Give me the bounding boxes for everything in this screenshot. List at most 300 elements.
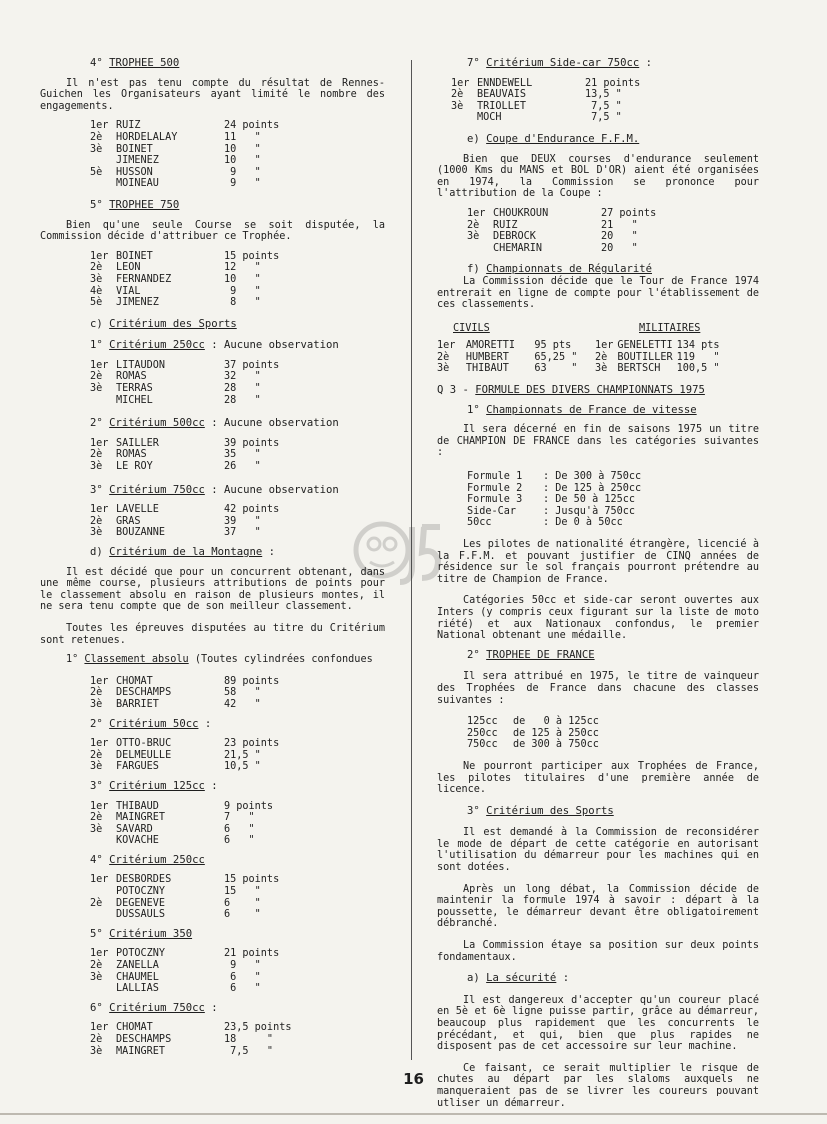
result-rank: 2è bbox=[90, 1034, 103, 1045]
result-pts: 9 points bbox=[224, 800, 274, 812]
cell-pts: 134 pts bbox=[676, 340, 720, 352]
tfrance-text2: Ne pourront participer aux Trophées de France, les pilotes titulaires d'une première année de licence. bbox=[437, 760, 759, 796]
result-rank: 3è bbox=[90, 273, 103, 285]
item-value: de 300 à 750cc bbox=[513, 739, 599, 751]
result-name: MAINGRET bbox=[116, 1045, 166, 1057]
result-name: LAVELLE bbox=[116, 504, 159, 516]
cell-rank: 2è bbox=[437, 351, 450, 363]
result-row bbox=[90, 824, 385, 836]
result-rank: 3è bbox=[90, 383, 103, 395]
result-pts: 6 " bbox=[224, 835, 255, 847]
result-pts: 11 " bbox=[224, 131, 261, 143]
list-item bbox=[467, 728, 759, 740]
result-row bbox=[90, 286, 385, 298]
result-row bbox=[90, 155, 385, 167]
c250-heading: 1° Critérium 250cc : Aucune observation bbox=[90, 339, 339, 352]
trophee500-text: Il n'est pas tenu compte du résultat de Rennes-Guichen les Organisateurs ayant limité le nombre des engagements. bbox=[40, 77, 385, 112]
cell-rank: 3è bbox=[437, 363, 450, 375]
result-row bbox=[451, 89, 759, 101]
regularite-labels bbox=[437, 323, 759, 335]
result-row bbox=[90, 761, 385, 773]
result-name: LITAUDON bbox=[116, 359, 166, 371]
trophee750-heading: 5° TROPHEE 750 bbox=[90, 198, 180, 211]
csports-text3: La Commission étaye sa position sur deux points fondamentaux. bbox=[437, 940, 759, 963]
result-pts: 21,5 " bbox=[224, 749, 261, 761]
result-row bbox=[90, 983, 385, 995]
result-row bbox=[90, 812, 385, 824]
result-pts: 89 points bbox=[224, 675, 280, 687]
result-row bbox=[467, 208, 759, 220]
result-rank: 2è bbox=[451, 89, 464, 101]
result-name: MICHEL bbox=[116, 394, 153, 406]
item-value: : De 0 à 50cc bbox=[543, 517, 623, 529]
result-pts: 23,5 points bbox=[224, 1022, 292, 1034]
result-pts: 13,5 " bbox=[585, 89, 622, 101]
csports-heading: 3° Critérium des Sports bbox=[467, 804, 614, 817]
cell-pts: 65,25 " bbox=[534, 351, 578, 363]
result-rank bbox=[467, 243, 493, 255]
result-rank: 2è bbox=[90, 371, 103, 383]
result-name: MOINEAU bbox=[116, 178, 159, 190]
result-row bbox=[90, 750, 385, 762]
result-name: MAINGRET bbox=[116, 812, 166, 824]
absolu-heading: 1° Classement absolu (Toutes cylindrées confondues bbox=[66, 654, 373, 666]
sidecar-heading: 7° Critérium Side-car 750cc : bbox=[467, 57, 652, 69]
result-rank: 5è bbox=[90, 166, 103, 178]
result-rank: 1er bbox=[90, 738, 109, 750]
result-name: DELMEULLE bbox=[116, 749, 172, 761]
result-name: ROMAS bbox=[116, 449, 147, 461]
m750-results bbox=[40, 1022, 385, 1057]
cell-rank: 1er bbox=[437, 340, 456, 352]
montagne-text1: Il est décidé que pour un concurrent obtenant, dans une même course, plusieurs attributions de points pour le classement absolu en raison de plusieurs montes, il ne sera tenu compte que de son meilleur classement. bbox=[40, 566, 385, 613]
result-name: DUSSAULS bbox=[116, 909, 166, 921]
item-value: : De 300 à 750cc bbox=[543, 471, 642, 483]
result-rank: 1er bbox=[467, 207, 486, 219]
result-name: TRIOLLET bbox=[477, 100, 527, 112]
result-pts: 9 " bbox=[224, 285, 261, 297]
result-name: BEAUVAIS bbox=[477, 89, 527, 101]
left-column bbox=[40, 58, 385, 1057]
result-name: BOUZANNE bbox=[116, 527, 166, 539]
result-row bbox=[90, 461, 385, 473]
c500-heading: 2° Critérium 500cc : Aucune observation bbox=[90, 417, 339, 430]
table-row bbox=[437, 352, 595, 364]
item-name: Side-Car bbox=[467, 505, 517, 517]
result-pts: 9 " bbox=[224, 178, 261, 190]
trophee750-results bbox=[40, 251, 385, 309]
m125-results bbox=[40, 801, 385, 847]
result-rank: 2è bbox=[90, 749, 103, 761]
result-pts: 6 " bbox=[224, 897, 261, 909]
endurance-results bbox=[437, 208, 759, 254]
result-name: CHOUKROUN bbox=[493, 207, 549, 219]
regularite-heading: f) Championnats de Régularité bbox=[467, 263, 652, 276]
item-name: 125cc bbox=[467, 716, 498, 728]
result-pts: 15 points bbox=[224, 250, 280, 262]
result-pts: 35 " bbox=[224, 449, 261, 461]
result-row bbox=[90, 167, 385, 179]
result-name: FERNANDEZ bbox=[116, 273, 172, 285]
result-name: HUSSON bbox=[116, 166, 153, 178]
result-rank: 1er bbox=[90, 120, 109, 132]
result-name: LE ROY bbox=[116, 461, 153, 473]
cell-name: HUMBERT bbox=[465, 351, 509, 363]
result-row bbox=[90, 120, 385, 132]
pilotes-text: Les pilotes de nationalité étrangère, licencié à la F.F.M. et pouvant justifier de CINQ années de résidence sur le sol français pourront prétendre au titre de Champion de France. bbox=[437, 539, 759, 585]
result-rank: 1er bbox=[90, 437, 109, 449]
result-name: SAILLER bbox=[116, 437, 159, 449]
result-row bbox=[90, 438, 385, 450]
result-pts: 8 " bbox=[224, 297, 261, 309]
result-pts: 10 " bbox=[224, 155, 261, 167]
result-pts: 26 " bbox=[224, 461, 261, 473]
result-row bbox=[90, 297, 385, 309]
table-row bbox=[595, 363, 724, 375]
result-name: VIAL bbox=[116, 285, 141, 297]
result-rank: 2è bbox=[90, 131, 103, 143]
result-rank bbox=[90, 835, 116, 847]
cell-name: BOUTILLER bbox=[617, 351, 673, 363]
result-pts: 10,5 " bbox=[224, 761, 261, 773]
result-name: CHEMARIN bbox=[493, 242, 543, 254]
militaires-table bbox=[595, 340, 724, 375]
right-column bbox=[437, 58, 759, 1109]
result-name: DEGENEVE bbox=[116, 897, 166, 909]
result-row bbox=[451, 101, 759, 113]
result-row bbox=[90, 835, 385, 847]
formules-list bbox=[437, 471, 759, 529]
result-name: ENNDEWELL bbox=[477, 77, 533, 89]
csports-text2: Après un long débat, la Commission décide de maintenir la formule 1974 à savoir : départ à la poussette, le démarreur devant être obligatoirement débranché. bbox=[437, 883, 759, 930]
q3-heading: Q 3 - FORMULE DES DIVERS CHAMPIONNATS 1975 bbox=[437, 384, 705, 397]
result-rank: 3è bbox=[90, 698, 103, 710]
result-rank: 3è bbox=[90, 461, 103, 473]
trophee750-text: Bien qu'une seule Course se soit disputée, la Commission décide d'attribuer ce Trophée. bbox=[40, 219, 385, 243]
endurance-heading: e) Coupe d'Endurance F.F.M. bbox=[467, 132, 640, 145]
result-name: THIBAUD bbox=[116, 800, 159, 812]
result-pts: 9 " bbox=[224, 166, 261, 178]
table-row bbox=[595, 352, 724, 364]
result-pts: 37 " bbox=[224, 527, 261, 539]
result-row bbox=[90, 504, 385, 516]
result-pts: 21 points bbox=[224, 948, 280, 960]
result-row bbox=[90, 738, 385, 750]
m350-heading: 5° Critérium 350 bbox=[90, 927, 193, 940]
tfrance-heading: 2° TROPHEE DE FRANCE bbox=[467, 648, 595, 661]
cell-pts: 95 pts bbox=[534, 340, 572, 352]
result-name: HORDELALAY bbox=[116, 131, 178, 143]
result-pts: 21 points bbox=[585, 77, 641, 89]
result-pts: 10 " bbox=[224, 143, 261, 155]
categories-text: Catégories 50cc et side-car seront ouvertes aux Inters (y compris ceux figurant sur la liste de moto riété) et aux Nationaux confondus, le premier National obtenant une médaille. bbox=[437, 595, 759, 642]
cell-name: THIBAUT bbox=[465, 363, 509, 375]
result-name: POTOCZNY bbox=[116, 886, 166, 898]
result-pts: 6 " bbox=[224, 983, 261, 995]
result-rank: 3è bbox=[90, 761, 103, 773]
securite-heading: a) La sécurité : bbox=[467, 972, 570, 985]
cell-rank: 3è bbox=[595, 363, 608, 375]
m350-results bbox=[40, 948, 385, 994]
result-name: MOCH bbox=[477, 112, 502, 124]
result-pts: 21 " bbox=[601, 219, 638, 231]
list-item bbox=[467, 716, 759, 728]
m50-results bbox=[40, 738, 385, 773]
regularite-text: La Commission décide que le Tour de France 1974 entrerait en ligne de compte pour l'établissement de ces classements. bbox=[437, 275, 759, 311]
item-name: Formule 1 bbox=[467, 471, 523, 483]
civils-table bbox=[437, 340, 595, 375]
result-pts: 10 " bbox=[224, 273, 261, 285]
result-pts: 42 " bbox=[224, 698, 261, 710]
result-row bbox=[90, 972, 385, 984]
result-row bbox=[90, 178, 385, 190]
result-row bbox=[90, 383, 385, 395]
result-rank bbox=[90, 983, 116, 995]
regularite-tables bbox=[437, 340, 759, 375]
result-name: BOINET bbox=[116, 250, 153, 262]
result-name: BOINET bbox=[116, 143, 153, 155]
result-row bbox=[90, 144, 385, 156]
result-row bbox=[90, 948, 385, 960]
result-name: RUIZ bbox=[493, 219, 518, 231]
result-rank bbox=[90, 178, 116, 190]
item-name: 50cc bbox=[467, 517, 492, 529]
cell-name: BERTSCH bbox=[617, 363, 661, 375]
result-name: DESCHAMPS bbox=[116, 687, 172, 699]
result-name: GRAS bbox=[116, 515, 141, 527]
result-pts: 39 points bbox=[224, 437, 280, 449]
result-rank: 2è bbox=[467, 219, 480, 231]
result-rank: 3è bbox=[90, 527, 103, 539]
trophee500-results bbox=[40, 120, 385, 190]
table-row bbox=[437, 340, 595, 352]
item-value: : Jusqu'à 750cc bbox=[543, 505, 636, 517]
montagne-heading: d) Critérium de la Montagne : bbox=[90, 546, 275, 558]
result-name: ZANELLA bbox=[116, 960, 159, 972]
result-rank: 2è bbox=[90, 897, 103, 909]
result-rank: 1er bbox=[90, 250, 109, 262]
result-rank bbox=[90, 155, 116, 167]
result-rank: 2è bbox=[90, 687, 103, 699]
result-rank: 2è bbox=[90, 960, 103, 972]
item-value: de 0 à 125cc bbox=[513, 716, 599, 728]
result-row bbox=[90, 801, 385, 813]
result-rank: 2è bbox=[90, 262, 103, 274]
result-row bbox=[467, 231, 759, 243]
result-rank: 3è bbox=[90, 971, 103, 983]
c750-results bbox=[40, 504, 385, 539]
cell-name: AMORETTI bbox=[465, 340, 515, 352]
result-name: LEON bbox=[116, 262, 141, 274]
result-name: SAVARD bbox=[116, 823, 153, 835]
table-row bbox=[437, 363, 595, 375]
result-row bbox=[90, 874, 385, 886]
result-pts: 12 " bbox=[224, 262, 261, 274]
result-row bbox=[90, 251, 385, 263]
result-pts: 42 points bbox=[224, 504, 280, 516]
result-rank: 1er bbox=[90, 874, 109, 886]
result-rank bbox=[451, 112, 477, 124]
result-row bbox=[90, 516, 385, 528]
m50-heading: 2° Critérium 50cc : bbox=[90, 717, 212, 730]
result-rank bbox=[90, 395, 116, 407]
result-name: TERRAS bbox=[116, 383, 153, 395]
result-row bbox=[90, 449, 385, 461]
result-pts: 39 " bbox=[224, 515, 261, 527]
result-name: CHOMAT bbox=[116, 675, 153, 687]
result-rank: 3è bbox=[90, 143, 103, 155]
result-rank: 1er bbox=[90, 948, 109, 960]
result-rank: 1er bbox=[90, 504, 109, 516]
civils-label: CIVILS bbox=[453, 322, 490, 334]
result-row bbox=[90, 274, 385, 286]
result-pts: 7,5 " bbox=[224, 1045, 274, 1057]
c750-heading: 3° Critérium 750cc : Aucune observation bbox=[90, 483, 339, 496]
result-pts: 15 " bbox=[224, 886, 261, 898]
item-value: de 125 à 250cc bbox=[513, 727, 599, 739]
result-rank bbox=[90, 886, 116, 898]
result-row bbox=[90, 371, 385, 383]
item-name: Formule 3 bbox=[467, 494, 523, 506]
result-row bbox=[90, 395, 385, 407]
result-pts: 7,5 " bbox=[585, 112, 622, 124]
result-pts: 18 " bbox=[224, 1034, 274, 1045]
result-rank: 2è bbox=[90, 812, 103, 824]
result-row bbox=[90, 886, 385, 898]
result-row bbox=[90, 687, 385, 699]
result-pts: 7 " bbox=[224, 812, 255, 824]
cell-rank: 2è bbox=[595, 351, 608, 363]
list-item bbox=[467, 471, 759, 483]
result-row bbox=[90, 1022, 385, 1034]
montagne-text2: Toutes les épreuves disputées au titre du Critérium sont retenues. bbox=[40, 622, 385, 646]
list-item bbox=[467, 506, 759, 518]
result-row bbox=[467, 243, 759, 255]
result-rank: 1er bbox=[90, 800, 109, 812]
result-pts: 32 " bbox=[224, 371, 261, 383]
result-name: DESCHAMPS bbox=[116, 1034, 172, 1045]
cell-pts: 119 " bbox=[676, 351, 720, 363]
trophee500-heading: 4° TROPHEE 500 bbox=[90, 57, 180, 69]
result-row bbox=[90, 1034, 385, 1046]
result-row bbox=[90, 262, 385, 274]
result-name: DEBROCK bbox=[493, 231, 536, 243]
item-value: : De 125 à 250cc bbox=[543, 482, 642, 494]
tfrance-text: Il sera attribué en 1975, le titre de vainqueur des Trophées de France dans chacune des classes suivantes : bbox=[437, 671, 759, 706]
result-name: RUIZ bbox=[116, 120, 141, 132]
page-number: 16 bbox=[403, 1070, 424, 1088]
sports-heading: c) Critérium des Sports bbox=[90, 317, 237, 330]
result-name: POTOCZNY bbox=[116, 948, 166, 960]
list-item bbox=[467, 494, 759, 506]
result-row bbox=[90, 360, 385, 372]
result-pts: 27 points bbox=[601, 207, 657, 219]
result-name: OTTO-BRUC bbox=[116, 738, 172, 750]
result-pts: 7,5 " bbox=[585, 100, 622, 112]
result-name: DESBORDES bbox=[116, 874, 172, 886]
result-pts: 20 " bbox=[601, 242, 638, 254]
result-row bbox=[90, 699, 385, 711]
result-pts: 6 " bbox=[224, 823, 255, 835]
result-name: JIMENEZ bbox=[116, 297, 159, 309]
item-value: : De 50 à 125cc bbox=[543, 494, 636, 506]
result-rank: 1er bbox=[90, 359, 109, 371]
result-rank bbox=[90, 909, 116, 921]
result-row bbox=[90, 909, 385, 921]
result-name: KOVACHE bbox=[116, 835, 159, 847]
result-pts: 9 " bbox=[224, 960, 261, 972]
table-row bbox=[595, 340, 724, 352]
vitesse-heading: 1° Championnats de France de vitesse bbox=[467, 403, 697, 416]
result-pts: 58 " bbox=[224, 687, 261, 699]
result-name: LALLIAS bbox=[116, 983, 159, 995]
result-row bbox=[90, 960, 385, 972]
result-name: ROMAS bbox=[116, 371, 147, 383]
m250-results bbox=[40, 874, 385, 920]
result-name: CHOMAT bbox=[116, 1022, 153, 1034]
list-item bbox=[467, 517, 759, 529]
csports-text1: Il est demandé à la Commission de reconsidérer le mode de départ de cette catégorie en autorisant l'utilisation du démarreur pour les machines qui en sont dotées. bbox=[437, 827, 759, 874]
result-rank: 1er bbox=[451, 77, 470, 89]
result-name: JIMENEZ bbox=[116, 155, 159, 167]
result-rank: 5è bbox=[90, 297, 103, 309]
result-pts: 20 " bbox=[601, 231, 638, 243]
sidecar-results bbox=[437, 78, 759, 124]
result-rank: 1er bbox=[90, 1022, 109, 1034]
result-pts: 28 " bbox=[224, 383, 261, 395]
result-row bbox=[90, 132, 385, 144]
securite-text1: Il est dangereux d'accepter qu'un coureur placé en 5è et 6è ligne puisse partir, grâce au démarreur, beaucoup plus rapidement que les concurrents le précédant, et qui, bien que plus rapides ne disposent pas de cet accessoire sur leur machine. bbox=[437, 994, 759, 1053]
vitesse-text: Il sera décerné en fin de saisons 1975 un titre de CHAMPION DE FRANCE dans les catégories suivantes : bbox=[437, 424, 759, 459]
item-name: 250cc bbox=[467, 727, 498, 739]
result-row bbox=[90, 527, 385, 539]
c500-results bbox=[40, 438, 385, 473]
result-row bbox=[90, 676, 385, 688]
cell-pts: 100,5 " bbox=[676, 363, 720, 375]
result-name: CHAUMEL bbox=[116, 971, 159, 983]
m250-heading: 4° Critérium 250cc bbox=[90, 853, 205, 866]
result-pts: 24 points bbox=[224, 120, 280, 132]
result-name: BARRIET bbox=[116, 698, 159, 710]
result-row bbox=[90, 1046, 385, 1058]
cell-rank: 1er bbox=[595, 340, 614, 352]
result-rank: 2è bbox=[90, 449, 103, 461]
item-name: 750cc bbox=[467, 739, 498, 751]
result-rank: 4è bbox=[90, 285, 103, 297]
result-pts: 15 points bbox=[224, 874, 280, 886]
cell-pts: 63 " bbox=[534, 363, 578, 375]
result-row bbox=[467, 220, 759, 232]
result-name: FARGUES bbox=[116, 761, 159, 773]
result-rank: 2è bbox=[90, 515, 103, 527]
m750-heading: 6° Critérium 750cc : bbox=[90, 1001, 218, 1014]
list-item bbox=[467, 483, 759, 495]
cell-name: GENELETTI bbox=[617, 340, 673, 352]
result-row bbox=[90, 898, 385, 910]
absolu-results bbox=[40, 676, 385, 711]
result-row bbox=[451, 112, 759, 124]
result-rank: 3è bbox=[90, 823, 103, 835]
result-row bbox=[451, 78, 759, 90]
result-rank: 1er bbox=[90, 675, 109, 687]
c250-results bbox=[40, 360, 385, 406]
militaires-label: MILITAIRES bbox=[639, 322, 701, 334]
result-pts: 23 points bbox=[224, 738, 280, 750]
result-pts: 6 " bbox=[224, 971, 261, 983]
result-rank: 3è bbox=[90, 1045, 103, 1057]
m125-heading: 3° Critérium 125cc : bbox=[90, 779, 218, 792]
securite-text2: Ce faisant, ce serait multiplier le risque de chutes au départ par les slaloms auxquels ne manqueraient pas de se livrer les coureurs pouvant utliser un démarreur. bbox=[437, 1062, 759, 1109]
